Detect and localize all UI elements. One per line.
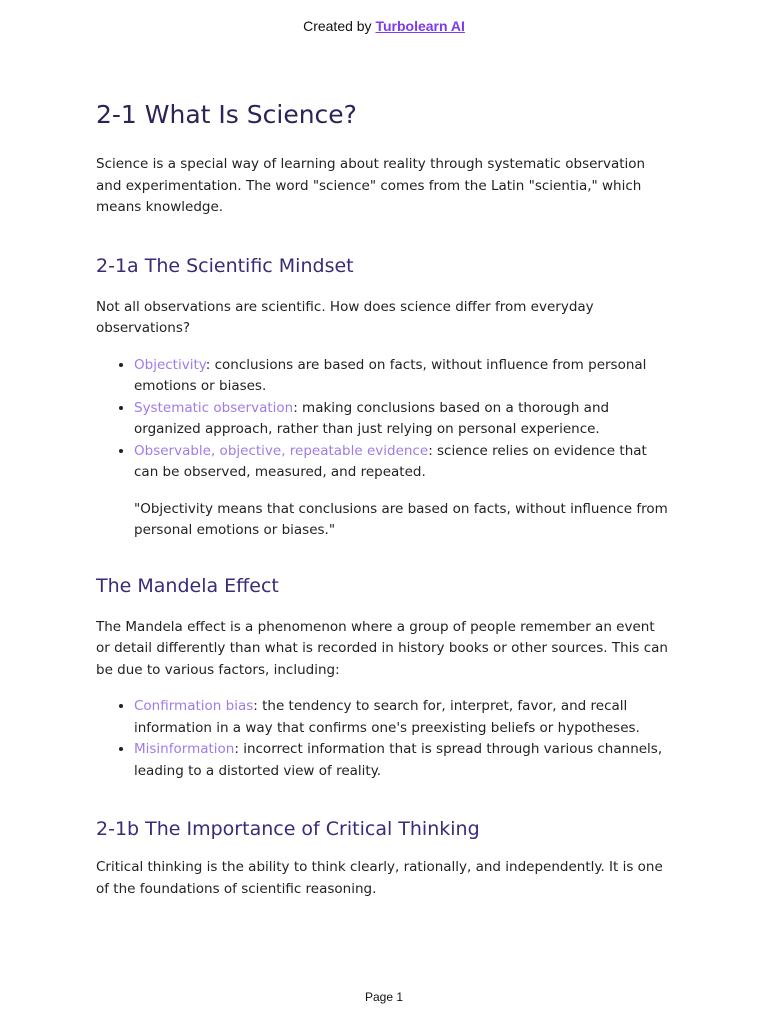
list-item-text: : making conclusions based on a thorough and organized approach, rather than just relying on personal experience. bbox=[134, 399, 610, 437]
list-item-text: : incorrect information that is spread through various channels, leading to a distorted view of reality. bbox=[134, 741, 663, 779]
critical-paragraph: Critical thinking is the ability to think clearly, rationally, and independently. It is one of the foundations of scientific reasoning. bbox=[96, 859, 663, 897]
mandela-list bbox=[96, 696, 672, 782]
list-item-term: Objectivity bbox=[134, 356, 206, 373]
list-item-text: : the tendency to search for, interpret, favor, and recall information in a way that confirms one's preexisting beliefs or hypotheses. bbox=[134, 698, 640, 736]
mindset-list bbox=[96, 355, 672, 484]
list-item-term: Systematic observation bbox=[134, 399, 294, 416]
section-heading-mandela: The Mandela Effect bbox=[96, 574, 279, 597]
mindset-paragraph: Not all observations are scientific. How does science differ from everyday observations? bbox=[96, 298, 594, 336]
blockquote: "Objectivity means that conclusions are based on facts, without influence from personal emotions or biases." bbox=[134, 500, 668, 538]
mandela-paragraph: The Mandela effect is a phenomenon where a group of people remember an event or detail differently than what is recorded in history books or other sources. This can be due to various factors, including: bbox=[96, 618, 668, 678]
document-body bbox=[96, 96, 672, 900]
list-item-term: Confirmation bias bbox=[134, 698, 254, 714]
list-item bbox=[134, 355, 672, 398]
list-item-text: : conclusions are based on facts, without influence from personal emotions or biases. bbox=[134, 356, 647, 394]
section-heading-critical: 2-1b The Importance of Critical Thinking bbox=[96, 818, 480, 840]
list-item bbox=[134, 739, 672, 782]
credit-prefix: Created by bbox=[303, 18, 372, 34]
list-item bbox=[134, 696, 672, 739]
intro-paragraph: Science is a special way of learning about reality through systematic observation and experimentation. The word "science" comes from the Latin "scientia," which means knowledge. bbox=[96, 156, 646, 215]
section-heading-mindset: 2-1a The Scientific Mindset bbox=[96, 254, 354, 277]
list-item-text: : science relies on evidence that can be observed, measured, and repeated. bbox=[134, 442, 647, 480]
header-credit bbox=[0, 18, 768, 34]
list-item-term: Misinformation bbox=[134, 741, 235, 757]
list-item bbox=[134, 398, 672, 441]
list-item bbox=[134, 441, 672, 484]
list-item-term: Observable, objective, repeatable evidence bbox=[134, 442, 429, 459]
turbolearn-link[interactable]: Turbolearn AI bbox=[375, 18, 465, 34]
page-number: Page 1 bbox=[364, 990, 404, 1004]
page-title: 2-1 What Is Science? bbox=[96, 100, 357, 129]
